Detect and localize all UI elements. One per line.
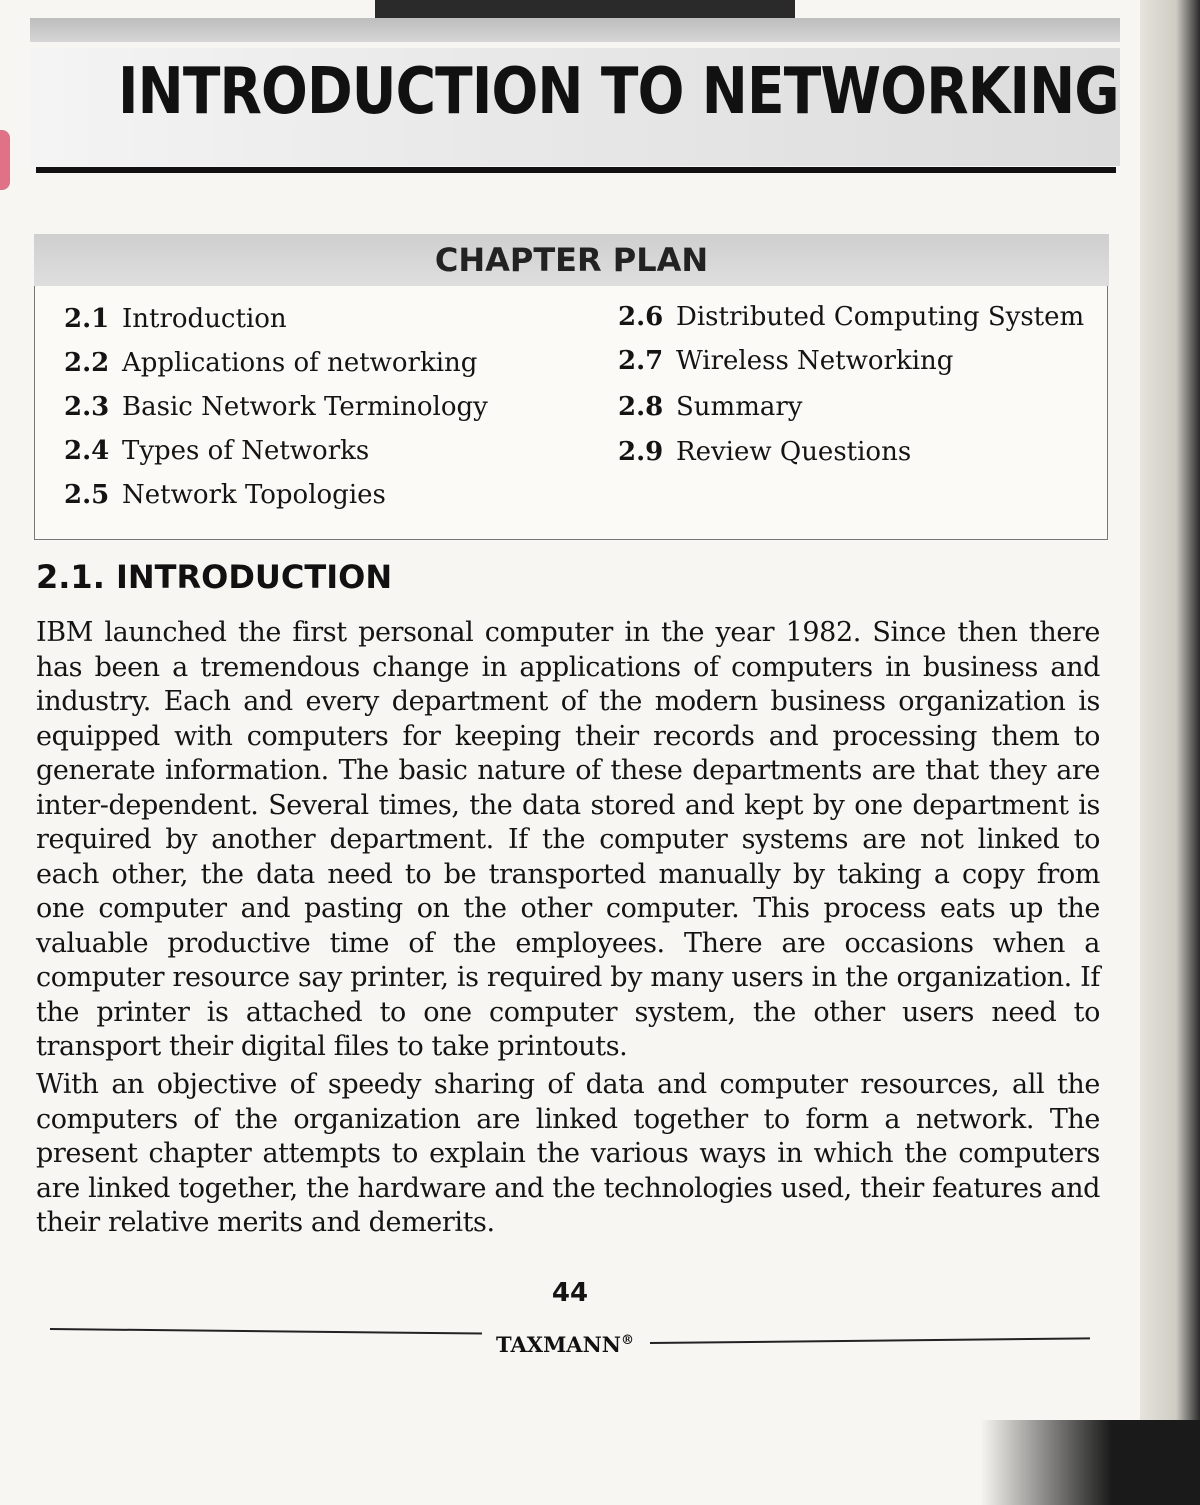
footer-rule: [50, 1328, 482, 1335]
page-number: 44: [551, 1278, 589, 1308]
publisher-name: [496, 1332, 634, 1357]
plan-item-label: Review Questions: [676, 437, 912, 467]
plan-item: [618, 437, 911, 467]
plan-item-number: 2.7: [618, 346, 664, 376]
corner-shadow: [980, 1420, 1200, 1505]
registered-mark: ®: [621, 1333, 634, 1348]
plan-item-label: Summary: [676, 392, 803, 422]
plan-item: [64, 480, 386, 510]
footer-rule: [650, 1337, 1090, 1344]
title-rule: [36, 167, 1116, 173]
header-band: [30, 18, 1120, 42]
chapter-tab: [375, 0, 795, 18]
plan-item: [64, 436, 369, 466]
page-edge-shadow: [1140, 0, 1200, 1505]
plan-item-number: 2.2: [64, 348, 110, 378]
plan-item: [618, 302, 1084, 332]
plan-item-label: Types of Networks: [122, 436, 370, 466]
plan-item: [618, 392, 802, 422]
plan-item: [618, 346, 953, 376]
plan-item-number: 2.8: [618, 392, 664, 422]
plan-item-label: Wireless Networking: [676, 346, 954, 376]
plan-item: [64, 392, 488, 422]
chapter-title: INTRODUCTION TO NETWORKING: [118, 55, 1119, 129]
plan-item: [64, 348, 477, 378]
plan-item-number: 2.9: [618, 437, 664, 467]
plan-item-label: Applications of networking: [122, 348, 478, 378]
plan-item-number: 2.5: [64, 480, 110, 510]
plan-item-number: 2.3: [64, 392, 110, 422]
plan-item-label: Distributed Computing System: [676, 302, 1085, 332]
plan-item: [64, 304, 287, 334]
plan-item-label: Basic Network Terminology: [122, 392, 488, 422]
finger-mark: [0, 130, 10, 190]
plan-item-label: Introduction: [122, 304, 287, 334]
paragraph: With an objective of speedy sharing of data and computer resources, all the computers of the organization are linked together to form a network. The present chapter attempts to explain the various ways in which the computers are linked together, the hardware and the technologies used, their features and their relative merits and demerits.: [36, 1069, 1100, 1238]
chapter-plan-header: CHAPTER PLAN: [34, 234, 1109, 286]
paragraph: IBM launched the first personal computer in the year 1982. Since then there has been a tremendous change in applications of computers in business and industry. Each and every department of the modern business organization is equipped with computers for keeping their records and processing them to generate information. The basic nature of these departments are that they are inter-dependent. Several times, the data stored and kept by one department is required by another department. If the computer systems are not linked to each other, the data need to be transported manually by taking a copy from one computer and pasting on the other computer. This process eats up the valuable productive time of the employees. There are occasions when a computer resource say printer, is required by many users in the organization. If the printer is attached to one computer system, the other users need to transport their digital files to take printouts.: [36, 617, 1100, 1062]
plan-item-number: 2.6: [618, 302, 664, 332]
publisher-label: TAXMANN: [496, 1332, 621, 1357]
plan-item-number: 2.1: [64, 304, 110, 334]
plan-item-number: 2.4: [64, 436, 110, 466]
section-heading: 2.1. INTRODUCTION: [36, 558, 393, 596]
plan-item-label: Network Topologies: [122, 480, 386, 510]
